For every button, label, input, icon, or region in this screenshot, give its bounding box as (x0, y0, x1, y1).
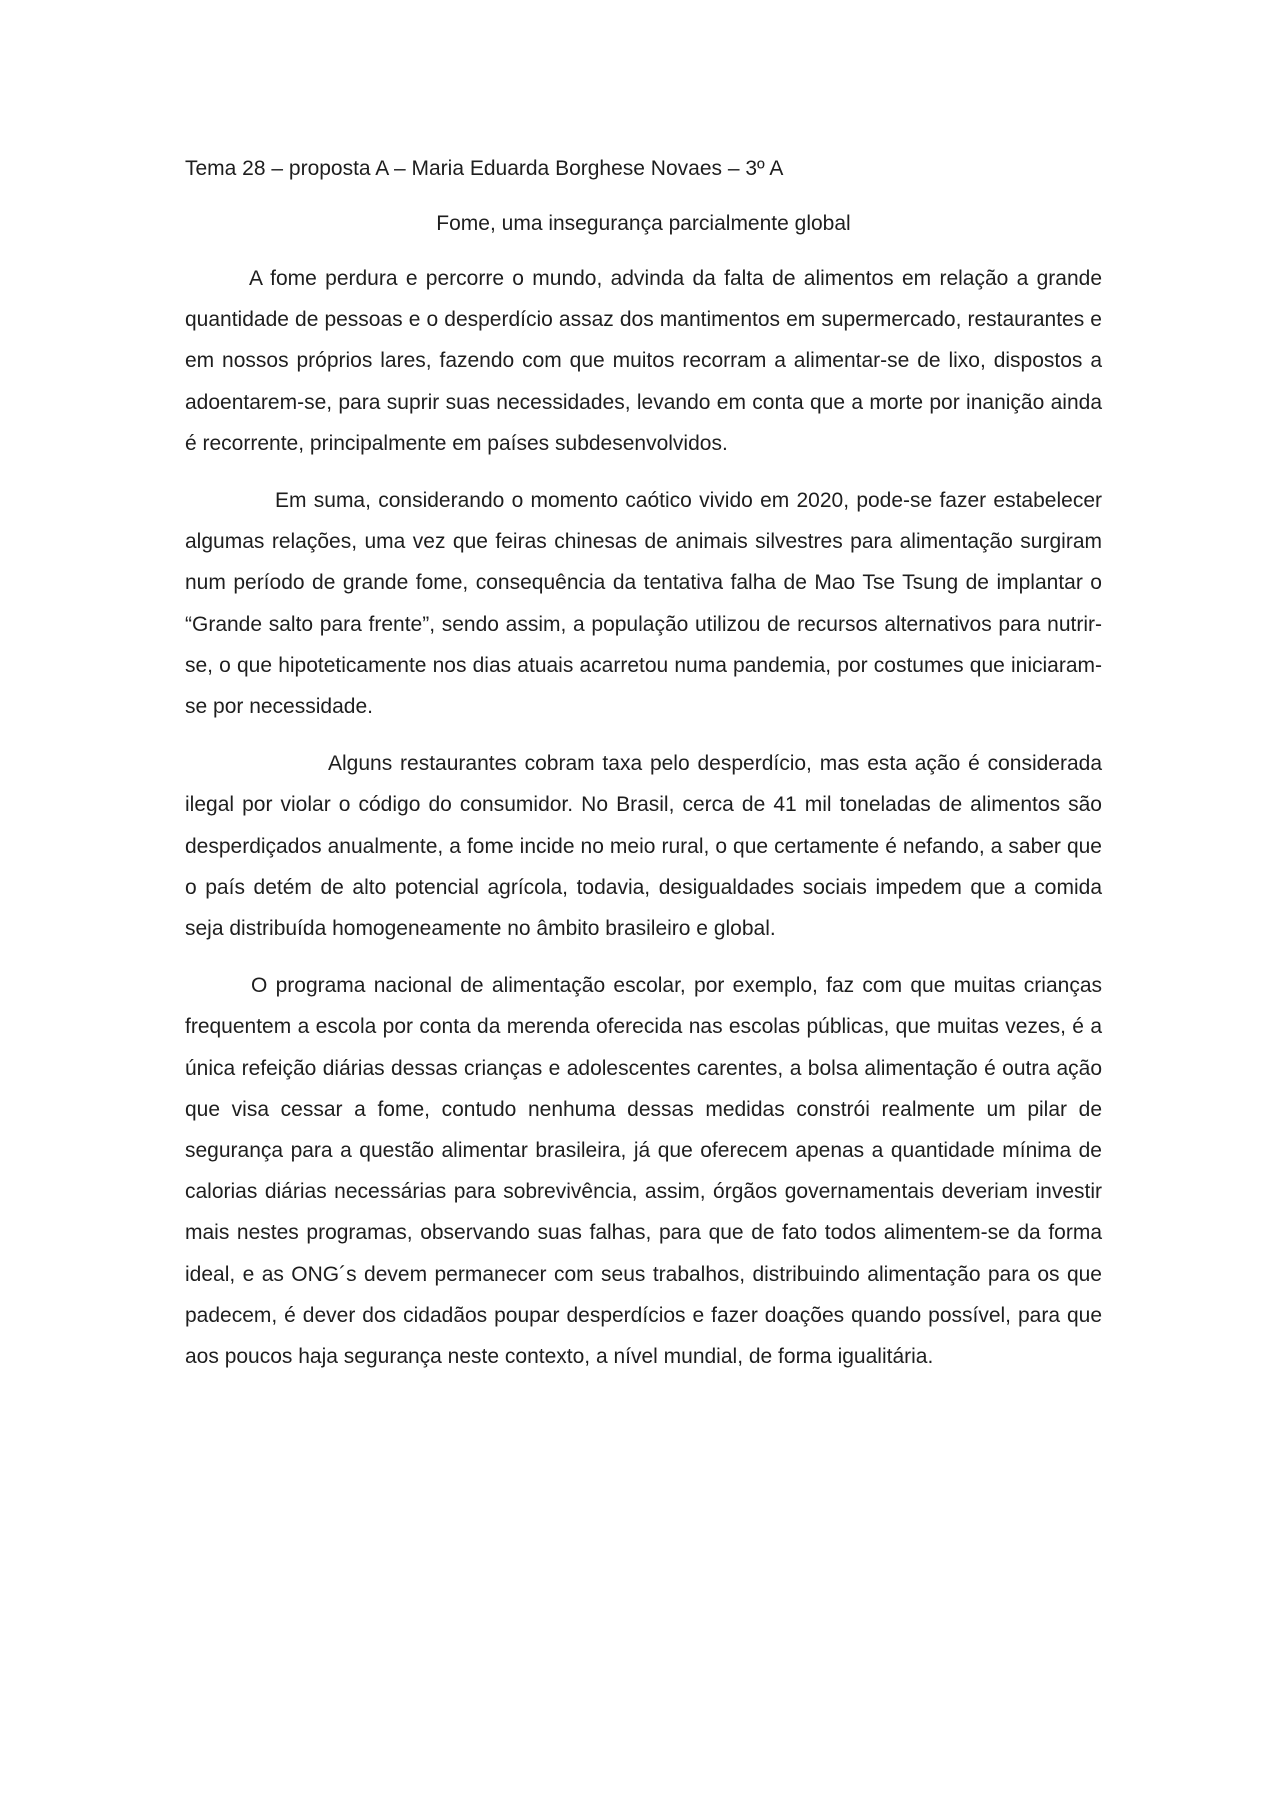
document-page (185, 148, 1102, 1377)
paragraph-4: O programa nacional de alimentação escolar, por exemplo, faz com que muitas crianças frequentem a escola por conta da merenda oferecida nas escolas públicas, que muitas vezes, é a única refeição diárias dessas crianças e adolescentes carentes, a bolsa alimentação é outra ação que visa cessar a fome, contudo nenhuma dessas medidas constrói realmente um pilar de segurança para a questão alimentar brasileira, já que oferecem apenas a quantidade mínima de calorias diárias necessárias para sobrevivência, assim, órgãos governamentais deveriam investir mais nestes programas, observando suas falhas, para que de fato todos alimentem-se da forma ideal, e as ONG´s devem permanecer com seus trabalhos, distribuindo alimentação para os que padecem, é dever dos cidadãos poupar desperdícios e fazer doações quando possível, para que aos poucos haja segurança neste contexto, a nível mundial, de forma igualitária. (185, 974, 1102, 1369)
document-header: Tema 28 – proposta A – Maria Eduarda Borghese Novaes – 3º A (185, 157, 784, 180)
paragraph-3: Alguns restaurantes cobram taxa pelo desperdício, mas esta ação é considerada ilegal por violar o código do consumidor. No Brasil, cerca de 41 mil toneladas de alimentos são desperdiçados anualmente, a fome incide no meio rural, o que certamente é nefando, a saber que o país detém de alto potencial agrícola, todavia, desigualdades sociais impedem que a comida seja distribuída homogeneamente no âmbito brasileiro e global. (185, 752, 1102, 941)
essay-title: Fome, uma insegurança parcialmente global (436, 212, 851, 235)
paragraph-1: A fome perdura e percorre o mundo, advinda da falta de alimentos em relação a grande quantidade de pessoas e o desperdício assaz dos mantimentos em supermercado, restaurantes e em nossos próprios lares, fazendo com que muitos recorram a alimentar-se de lixo, dispostos a adoentarem-se, para suprir suas necessidades, levando em conta que a morte por inanição ainda é recorrente, principalmente em países subdesenvolvidos. (185, 267, 1102, 455)
paragraph-2: Em suma, considerando o momento caótico vivido em 2020, pode-se fazer estabelecer algumas relações, uma vez que feiras chinesas de animais silvestres para alimentação surgiram num período de grande fome, consequência da tentativa falha de Mao Tse Tsung de implantar o “Grande salto para frente”, sendo assim, a população utilizou de recursos alternativos para nutrir-se, o que hipoteticamente nos dias atuais acarretou numa pandemia, por costumes que iniciaram-se por necessidade. (185, 489, 1102, 719)
